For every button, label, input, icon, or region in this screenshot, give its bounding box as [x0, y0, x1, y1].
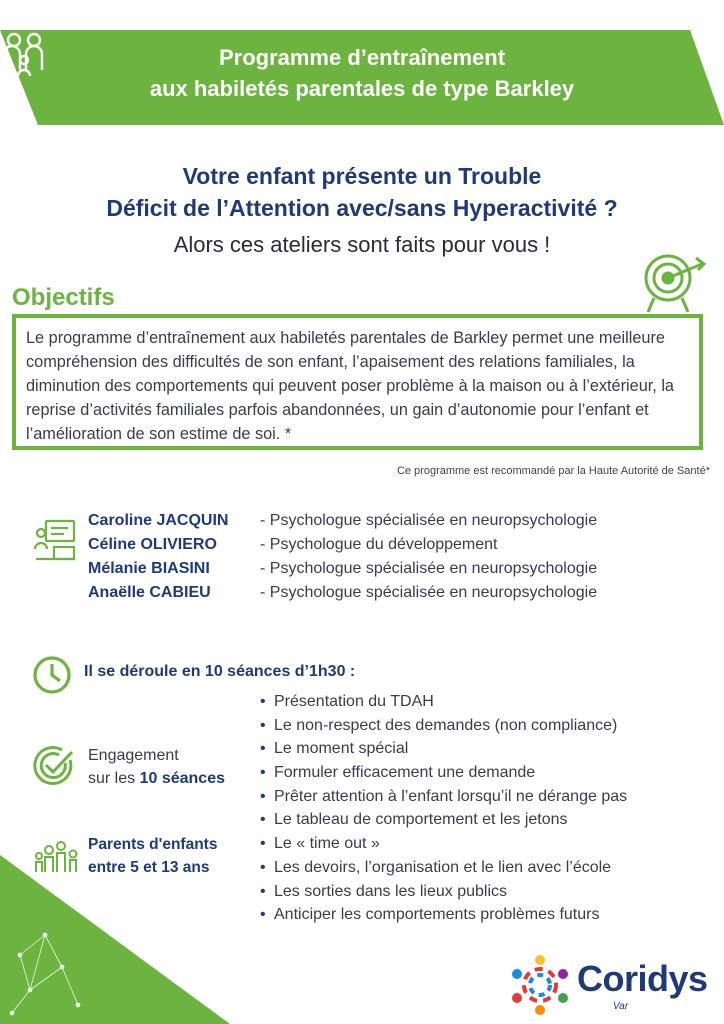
topic-item: • Anticiper les comportements problèmes futurs [262, 903, 627, 927]
topic-item: • Le moment spécial [262, 737, 627, 761]
topic-item: • Formuler efficacement une demande [262, 761, 627, 785]
topic-item: • Les devoirs, l’organisation et le lien avec l’école [262, 856, 627, 880]
engagement-prefix: sur les [88, 770, 140, 787]
engagement-line1: Engagement [88, 747, 179, 764]
team-member [88, 584, 597, 608]
team-member-name: Caroline JACQUIN [88, 512, 229, 529]
engagement-text [88, 744, 225, 790]
topic-item: • Le tableau de comportement et les jetons [262, 808, 627, 832]
coridys-logo-mark [505, 952, 575, 1018]
headline-line1: Votre enfant présente un Trouble [182, 163, 542, 189]
header-banner [0, 30, 724, 125]
banner-title-line1: Programme d’entraînement [218, 45, 506, 70]
team-member [88, 536, 597, 560]
has-recommendation-note: Ce programme est recommandé par la Haute Autorité de Santé* [396, 465, 710, 477]
family-icon [0, 30, 50, 80]
engagement-count: 10 séances [139, 770, 225, 787]
objectives-text: Le programme d’entraînement aux habiletés parentales de Barkley permet une meilleure compréhension des difficultés de son enfant, l’apaisement des relations familiales, la diminution des comportements qui peuvent poser problème à la maison ou à l’extérieur, la reprise d’activités familiales parfois abandonnées, un gain d’autonomie pour l’enfant et l’amélioration de son estime de soi. * [26, 329, 674, 443]
headline-question [0, 160, 724, 224]
team-member-role: - Psychologue spécialisée en neuropsychologie [260, 560, 598, 577]
objectives-box [12, 314, 703, 450]
team-member-name: Anaëlle CABIEU [88, 584, 211, 601]
team-member-role: - Psychologue spécialisée en neuropsychologie [260, 512, 598, 529]
coridys-logo-sub: Var [613, 1001, 629, 1012]
team-member-name: Mélanie BIASINI [88, 560, 210, 577]
objectives-title: Objectifs [12, 284, 115, 311]
topic-item: • Le non-respect des demandes (non compliance) [262, 714, 627, 738]
team-list [88, 512, 597, 608]
engagement-line2 [88, 767, 225, 790]
headline-line2: Déficit de l’Attention avec/sans Hyperactivité ? [106, 195, 618, 221]
coridys-logo-word: Coridys [577, 958, 708, 999]
corner-decoration [0, 855, 230, 1024]
headline-line3: Alors ces ateliers sont faits pour vous ! [173, 232, 551, 257]
topic-item: • Le « time out » [262, 832, 627, 856]
topic-item: • Prêter attention à l’enfant lorsqu’il ne dérange pas [262, 785, 627, 809]
ages-line2: entre 5 et 13 ans [88, 859, 210, 876]
team-member-name: Céline OLIVIERO [88, 536, 217, 553]
topic-item: • Présentation du TDAH [262, 690, 627, 714]
team-board-icon [34, 519, 76, 561]
topic-item: • Les sorties dans les lieux publics [262, 880, 627, 904]
ages-line1: Parents d'enfants [88, 836, 218, 853]
team-member [88, 512, 597, 536]
topics-list [262, 690, 627, 927]
coridys-logo [505, 952, 717, 1018]
clock-icon [32, 655, 72, 695]
banner-title-line2: aux habiletés parentales de type Barkley [149, 76, 575, 101]
check-circle-icon [32, 744, 76, 788]
team-member-role: - Psychologue spécialisée en neuropsychologie [260, 584, 598, 601]
team-member [88, 560, 597, 584]
banner-title [60, 42, 664, 104]
target-icon [640, 252, 710, 314]
team-member-role: - Psychologue du développement [260, 536, 498, 553]
sessions-text: Il se déroule en 10 séances d’1h30 : [84, 663, 356, 680]
